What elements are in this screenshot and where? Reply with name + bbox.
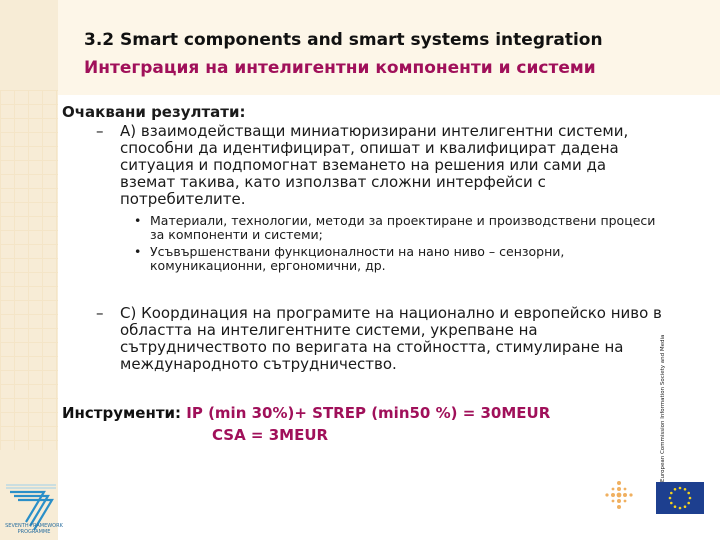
result-item-c	[62, 305, 662, 373]
left-decorative-band	[0, 0, 58, 540]
slide-title-bulgarian: Интеграция на интелигентни компоненти и системи	[84, 58, 596, 78]
eu-flag-icon	[656, 482, 704, 514]
dash-marker: –	[96, 122, 104, 140]
sub-bullet-text: Усъвършенствани функционалности на нано ниво – сензорни, комуникационни, ергономични, др.	[150, 244, 565, 273]
result-item-a-text: А) взаимодействащи миниатюризирани интелигентни системи, способни да идентифицират, опишат и квалифицират дадена ситуация и подпомогнат вземането на решения или сами да вземат такива, като използват сложни интерфейси с потребителите.	[120, 122, 629, 208]
sub-bullet-item	[62, 214, 662, 242]
instruments-label: Инструменти:	[62, 404, 182, 422]
expected-results-heading: Очаквани резултати:	[62, 103, 246, 121]
instruments-line1: IP (min 30%)+ STREP (min50 %) = 30MEUR	[186, 404, 551, 422]
sidebar-grid-pattern	[0, 90, 58, 450]
ec-text: European Commission Information Society and Media	[660, 334, 666, 482]
sub-bullet-text: Материали, технологии, методи за проектиране и производствени процеси за компоненти и системи;	[150, 213, 656, 242]
result-item-c-text: С) Координация на програмите на национално и европейско ниво в областта на интелигентните системи, укрепване на сътрудничеството по веригата на стойността, стимулиране на международното сътрудничество.	[120, 304, 662, 373]
bullet-dot-icon: •	[134, 213, 142, 228]
slide-title-english: 3.2 Smart components and smart systems integration	[84, 30, 603, 50]
information-society-dots-icon	[604, 480, 634, 514]
ec-vertical-label	[660, 334, 676, 482]
instruments-block	[62, 404, 551, 444]
sub-bullet-list	[62, 214, 662, 273]
fp7-caption: SEVENTH FRAMEWORK PROGRAMME	[5, 523, 63, 535]
main-content	[62, 103, 662, 373]
bullet-dot-icon: •	[134, 244, 142, 259]
dash-marker: –	[96, 304, 104, 322]
sub-bullet-item	[62, 245, 662, 273]
instruments-line2: CSA = 3MEUR	[212, 426, 329, 444]
result-item-a	[62, 123, 662, 208]
